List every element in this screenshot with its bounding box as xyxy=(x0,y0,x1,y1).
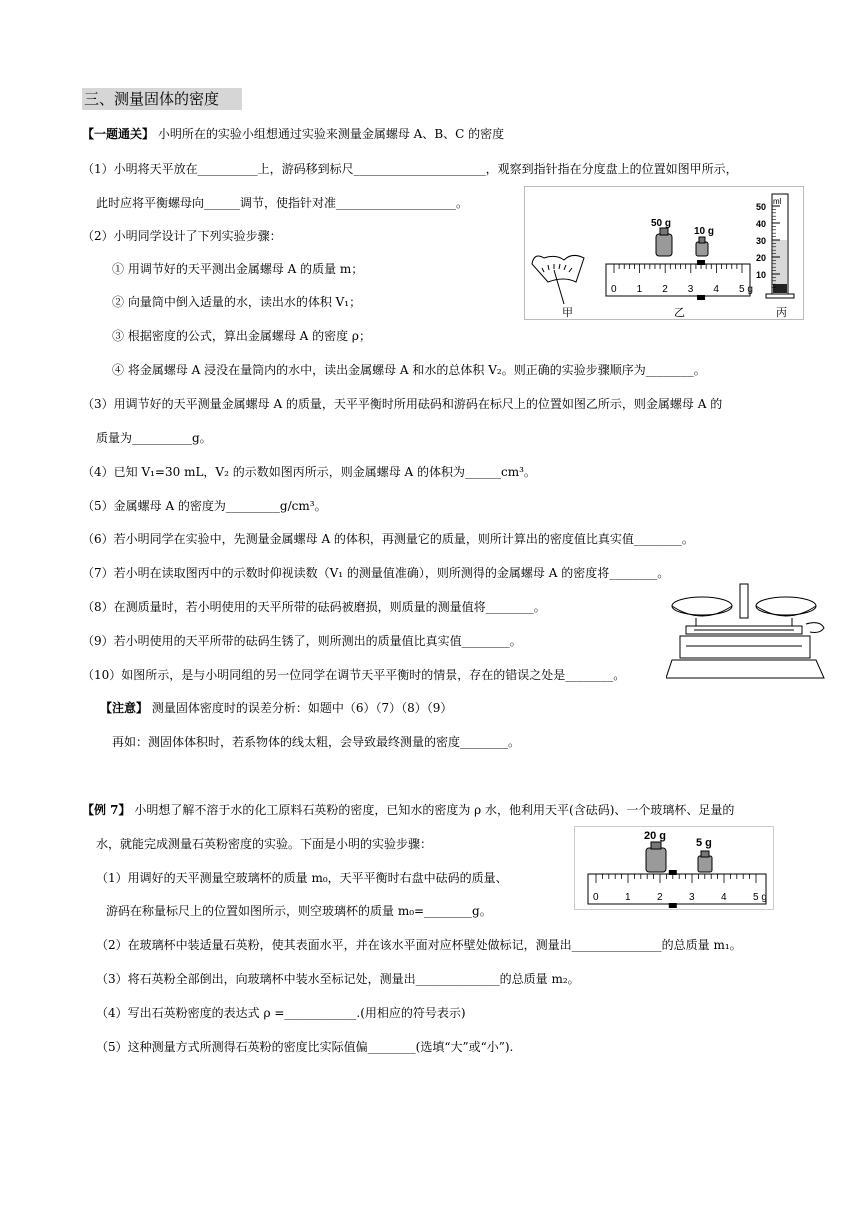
ruler-tick-label: 2 xyxy=(662,284,668,295)
text-line xyxy=(82,161,738,177)
text-segment: （4）已知 V₁=30 mL，V₂ 的示数如图丙所示，则金属螺母 A 的体积为______cm³。 xyxy=(82,465,536,479)
ruler-tick-label: 0 xyxy=(593,892,599,903)
ruler-tick-label: 4 xyxy=(713,284,719,295)
text-segment: （3）用调节好的天平测量金属螺母 A 的质量，天平平衡时所用砝码和游码在标尺上的位置如图乙所示，则金属螺母 A 的 xyxy=(82,397,723,411)
figure-ruler-2 xyxy=(574,826,774,910)
cylinder-tick-label: 20 xyxy=(756,253,767,263)
label-bing: 丙 xyxy=(776,307,787,319)
cylinder-unit: ml xyxy=(773,197,782,206)
cylinder-tick-label: 30 xyxy=(756,236,767,246)
ruler-tick-label: 5 g xyxy=(753,892,767,903)
text-segment: ① 用调节好的天平测出金属螺母 A 的质量 m； xyxy=(112,262,364,276)
text-line xyxy=(82,396,722,412)
text-segment: 游码在称量标尺上的位置如图所示，则空玻璃杯的质量 m₀=________g。 xyxy=(106,904,492,918)
text-line xyxy=(82,531,694,547)
section-title: 三、测量固体的密度 xyxy=(82,88,242,110)
ruler-tick-label: 4 xyxy=(721,892,727,903)
text-line xyxy=(82,126,504,142)
text-segment: 再如：测固体体积时，若系物体的线太粗，会导致最终测量的密度________。 xyxy=(112,735,521,749)
text-line xyxy=(112,294,361,310)
text-segment: （6）若小明同学在实验中，先测量金属螺母 A 的体积，再测量它的质量，则所计算出的密度值比真实值________。 xyxy=(82,532,694,546)
text-line xyxy=(112,328,371,344)
text-segment: 测量固体密度时的误差分析：如题中（6）（7）（8）（9） xyxy=(148,701,453,715)
text-line xyxy=(96,1005,466,1021)
text-segment: （10）如图所示，是与小明同组的另一位同学在调节天平平衡时的情景，存在的错误之处是________。 xyxy=(82,668,626,682)
text-segment: （3）将石英粉全部倒出，向玻璃杯中装水至标记处，测量出______________的总质量 m₂。 xyxy=(96,972,580,986)
cylinder-tick-label: 10 xyxy=(756,270,767,280)
text-line xyxy=(112,261,363,277)
text-segment: （9）若小明使用的天平所带的砝码生锈了，则所测出的质量值比真实值________。 xyxy=(82,634,522,648)
text-line xyxy=(82,667,625,683)
text-segment: 此时应将平衡螺母向______调节，使指针对准____________________。 xyxy=(96,196,469,210)
text-segment: （2）小明同学设计了下列实验步骤： xyxy=(82,229,282,243)
text-segment: 质量为__________g。 xyxy=(96,431,212,445)
text-line xyxy=(96,195,468,211)
ruler-tick-label: 1 xyxy=(625,892,631,903)
text-line xyxy=(100,700,452,716)
figure-balance-ruler-cylinder xyxy=(524,186,804,320)
weight-50g-label: 50 g xyxy=(651,218,672,229)
ruler-rider-top xyxy=(669,870,677,875)
text-line xyxy=(82,464,536,480)
bold-label: 【一题通关】 xyxy=(82,127,155,141)
text-line xyxy=(82,228,282,244)
ruler-scale xyxy=(588,870,767,908)
label-yi: 乙 xyxy=(674,307,685,319)
text-line xyxy=(82,633,522,649)
text-segment: （5）这种测量方式所测得石英粉的密度比实际值偏________(选填“大”或“小”). xyxy=(96,1040,514,1054)
text-line xyxy=(96,836,432,852)
text-line xyxy=(96,430,212,446)
text-segment: 小明想了解不溶于水的化工原料石英粉的密度，已知水的密度为 ρ 水，他利用天平(含砝码)、一个玻璃杯、足量的 xyxy=(130,803,735,817)
ruler-tick-label: 5 g xyxy=(739,284,753,295)
text-segment: （1）小明将天平放在__________上，游码移到标尺______________________，观察到指针指在分度盘上的位置如图甲所示， xyxy=(82,162,738,176)
text-line xyxy=(82,565,669,581)
ruler-tick-label: 0 xyxy=(611,284,617,295)
text-line xyxy=(96,870,508,886)
text-segment: 小明所在的实验小组想通过实验来测量金属螺母 A、B、C 的密度 xyxy=(154,127,505,141)
text-line xyxy=(82,599,546,615)
text-segment: （5）金属螺母 A 的密度为_________g/cm³。 xyxy=(82,499,327,513)
label-jia: 甲 xyxy=(562,307,573,319)
text-segment: ③ 根据密度的公式，算出金属螺母 A 的密度 ρ； xyxy=(112,329,371,343)
weight-5g-label: 5 g xyxy=(696,837,712,849)
text-line xyxy=(96,971,580,987)
figure-balance-apparatus xyxy=(666,580,826,692)
ruler-scale xyxy=(606,260,753,300)
text-segment: ② 向量筒中倒入适量的水，读出水的体积 V₁； xyxy=(112,295,362,309)
cylinder-tick-label: 50 xyxy=(756,202,767,212)
balance-drawing xyxy=(666,584,824,678)
text-segment: ④ 将金属螺母 A 浸没在量筒内的水中，读出金属螺母 A 和水的总体积 V₂。则正确的实验步骤顺序为________。 xyxy=(112,363,706,377)
ruler-tick-label: 3 xyxy=(689,892,695,903)
ruler-rider-bottom xyxy=(669,903,677,908)
weight-10g-label: 10 g xyxy=(694,226,715,237)
ruler-tick-label: 3 xyxy=(687,284,694,295)
ruler-tick-label: 1 xyxy=(636,284,643,295)
text-segment: （7）若小明在读取图丙中的示数时仰视读数（V₁ 的测量值准确），则所测得的金属螺母 A 的密度将________。 xyxy=(82,566,670,580)
text-line xyxy=(112,734,520,750)
text-segment: 水，就能完成测量石英粉密度的实验。下面是小明的实验步骤： xyxy=(96,837,433,851)
ruler-rider-bottom xyxy=(697,295,705,300)
text-segment: （8）在测质量时，若小明使用的天平所带的砝码被磨损，则质量的测量值将________。 xyxy=(82,600,546,614)
text-line xyxy=(106,903,492,919)
text-line xyxy=(96,937,742,953)
text-segment: （1）用调好的天平测量空玻璃杯的质量 m₀，天平平衡时右盘中砝码的质量、 xyxy=(96,871,508,885)
text-line xyxy=(82,498,327,514)
text-segment: （2）在玻璃杯中装适量石英粉，使其表面水平，并在该水平面对应杯壁处做标记，测量出_______________的总质量 m₁。 xyxy=(96,938,742,952)
ruler-rider-top xyxy=(697,260,705,265)
cylinder-tick-label: 40 xyxy=(756,219,767,229)
text-line xyxy=(112,362,706,378)
text-line xyxy=(96,1039,513,1055)
ruler-tick-label: 2 xyxy=(657,892,663,903)
weight-20g-label: 20 g xyxy=(644,830,667,842)
bold-label: 【注意】 xyxy=(100,701,149,715)
text-line xyxy=(82,802,734,818)
bold-label: 【例 7】 xyxy=(82,803,131,817)
text-segment: （4）写出石英粉密度的表达式 ρ =____________.(用相应的符号表示) xyxy=(96,1006,466,1020)
